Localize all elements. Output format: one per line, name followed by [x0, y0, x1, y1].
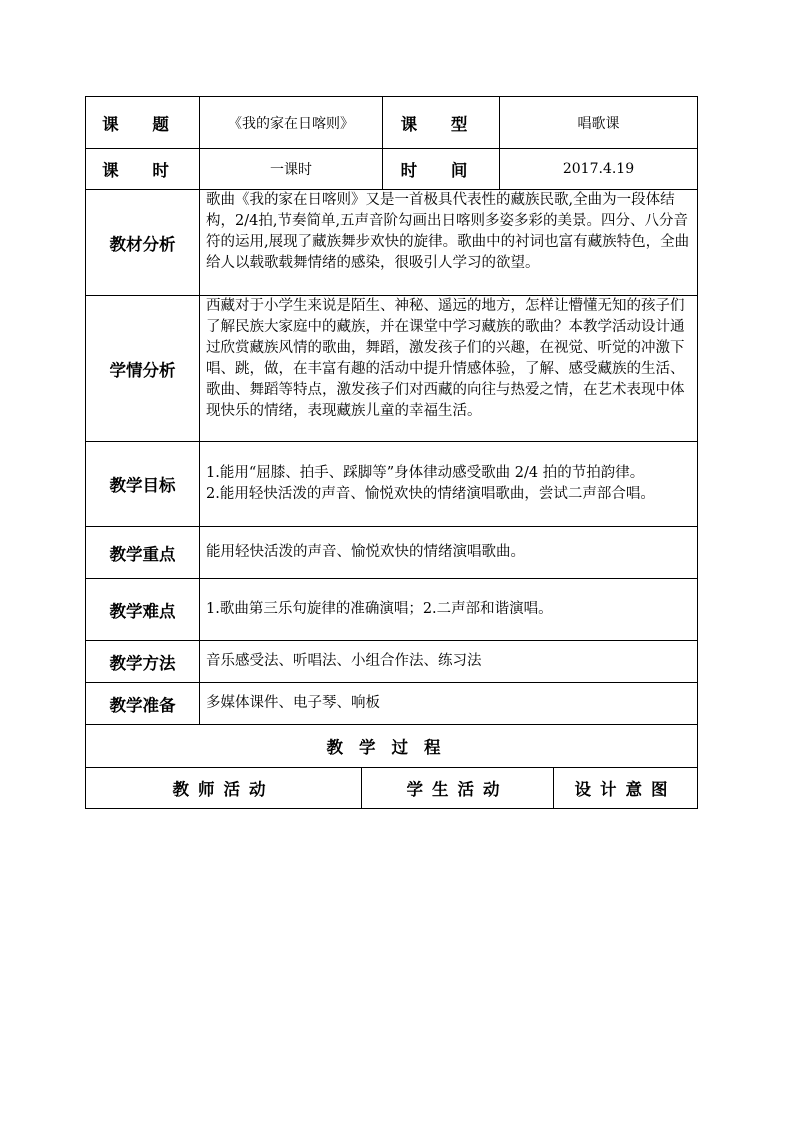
difficulties-row	[86, 579, 698, 641]
lesson-info-table	[85, 96, 698, 725]
process-header-row	[86, 768, 698, 809]
process-table	[85, 724, 698, 809]
preparation-label: 教学准备	[86, 683, 200, 725]
key-points-text: 能用轻快活泼的声音、愉悦欢快的情绪演唱歌曲。	[200, 527, 698, 579]
preparation-text: 多媒体课件、电子琴、响板	[200, 683, 698, 725]
period-value: 一课时	[200, 149, 383, 190]
student-activity-header: 学生活动	[362, 768, 554, 809]
material-analysis-label: 教材分析	[86, 190, 200, 296]
teaching-goals-row	[86, 442, 698, 527]
lesson-plan-page	[85, 96, 697, 809]
learner-analysis-row	[86, 296, 698, 442]
preparation-row	[86, 683, 698, 725]
time-label: 时 间	[383, 149, 500, 190]
time-value: 2017.4.19	[500, 149, 698, 190]
process-title: 教学过程	[86, 725, 698, 768]
type-value: 唱歌课	[500, 97, 698, 149]
topic-label: 课 题	[86, 97, 200, 149]
learner-analysis-label: 学情分析	[86, 296, 200, 442]
type-label: 课 型	[383, 97, 500, 149]
key-points-label: 教学重点	[86, 527, 200, 579]
teaching-goals-cell	[200, 442, 698, 527]
topic-row	[86, 97, 698, 149]
teaching-goal-2: 2.能用轻快活泼的声音、愉悦欢快的情绪演唱歌曲，尝试二声部合唱。	[206, 486, 655, 502]
methods-label: 教学方法	[86, 641, 200, 683]
process-title-row	[86, 725, 698, 768]
material-analysis-row	[86, 190, 698, 296]
key-points-row	[86, 527, 698, 579]
teaching-goal-1: 1.能用“屈膝、拍手、踩脚等”身体律动感受歌曲 2/4 拍的节拍韵律。	[206, 465, 645, 481]
period-row	[86, 149, 698, 190]
teacher-activity-header: 教师活动	[86, 768, 362, 809]
period-label: 课 时	[86, 149, 200, 190]
material-analysis-text: 歌曲《我的家在日喀则》又是一首极具代表性的藏族民歌,全曲为一段体结构，2/4拍,节奏简单,五声音阶勾画出日喀则多姿多彩的美景。四分、八分音符的运用,展现了藏族舞步欢快的旋律。歌曲中的衬词也富有藏族特色，全曲给人以载歌载舞情绪的感染，很吸引人学习的欲望。	[200, 190, 698, 296]
difficulties-label: 教学难点	[86, 579, 200, 641]
methods-row	[86, 641, 698, 683]
teaching-goals-label: 教学目标	[86, 442, 200, 527]
difficulties-text: 1.歌曲第三乐句旋律的准确演唱；2.二声部和谐演唱。	[200, 579, 698, 641]
design-intent-header: 设计意图	[554, 768, 698, 809]
topic-value: 《我的家在日喀则》	[200, 97, 383, 149]
learner-analysis-text: 西藏对于小学生来说是陌生、神秘、遥远的地方，怎样让懵懂无知的孩子们了解民族大家庭中的藏族，并在课堂中学习藏族的歌曲？本教学活动设计通过欣赏藏族风情的歌曲，舞蹈，激发孩子们的兴趣，在视觉、听觉的冲激下唱、跳，做，在丰富有趣的活动中提升情感体验，了解、感受藏族的生活、歌曲、舞蹈等特点，激发孩子们对西藏的向往与热爱之情，在艺术表现中体现快乐的情绪，表现藏族儿童的幸福生活。	[200, 296, 698, 442]
methods-text: 音乐感受法、听唱法、小组合作法、练习法	[200, 641, 698, 683]
